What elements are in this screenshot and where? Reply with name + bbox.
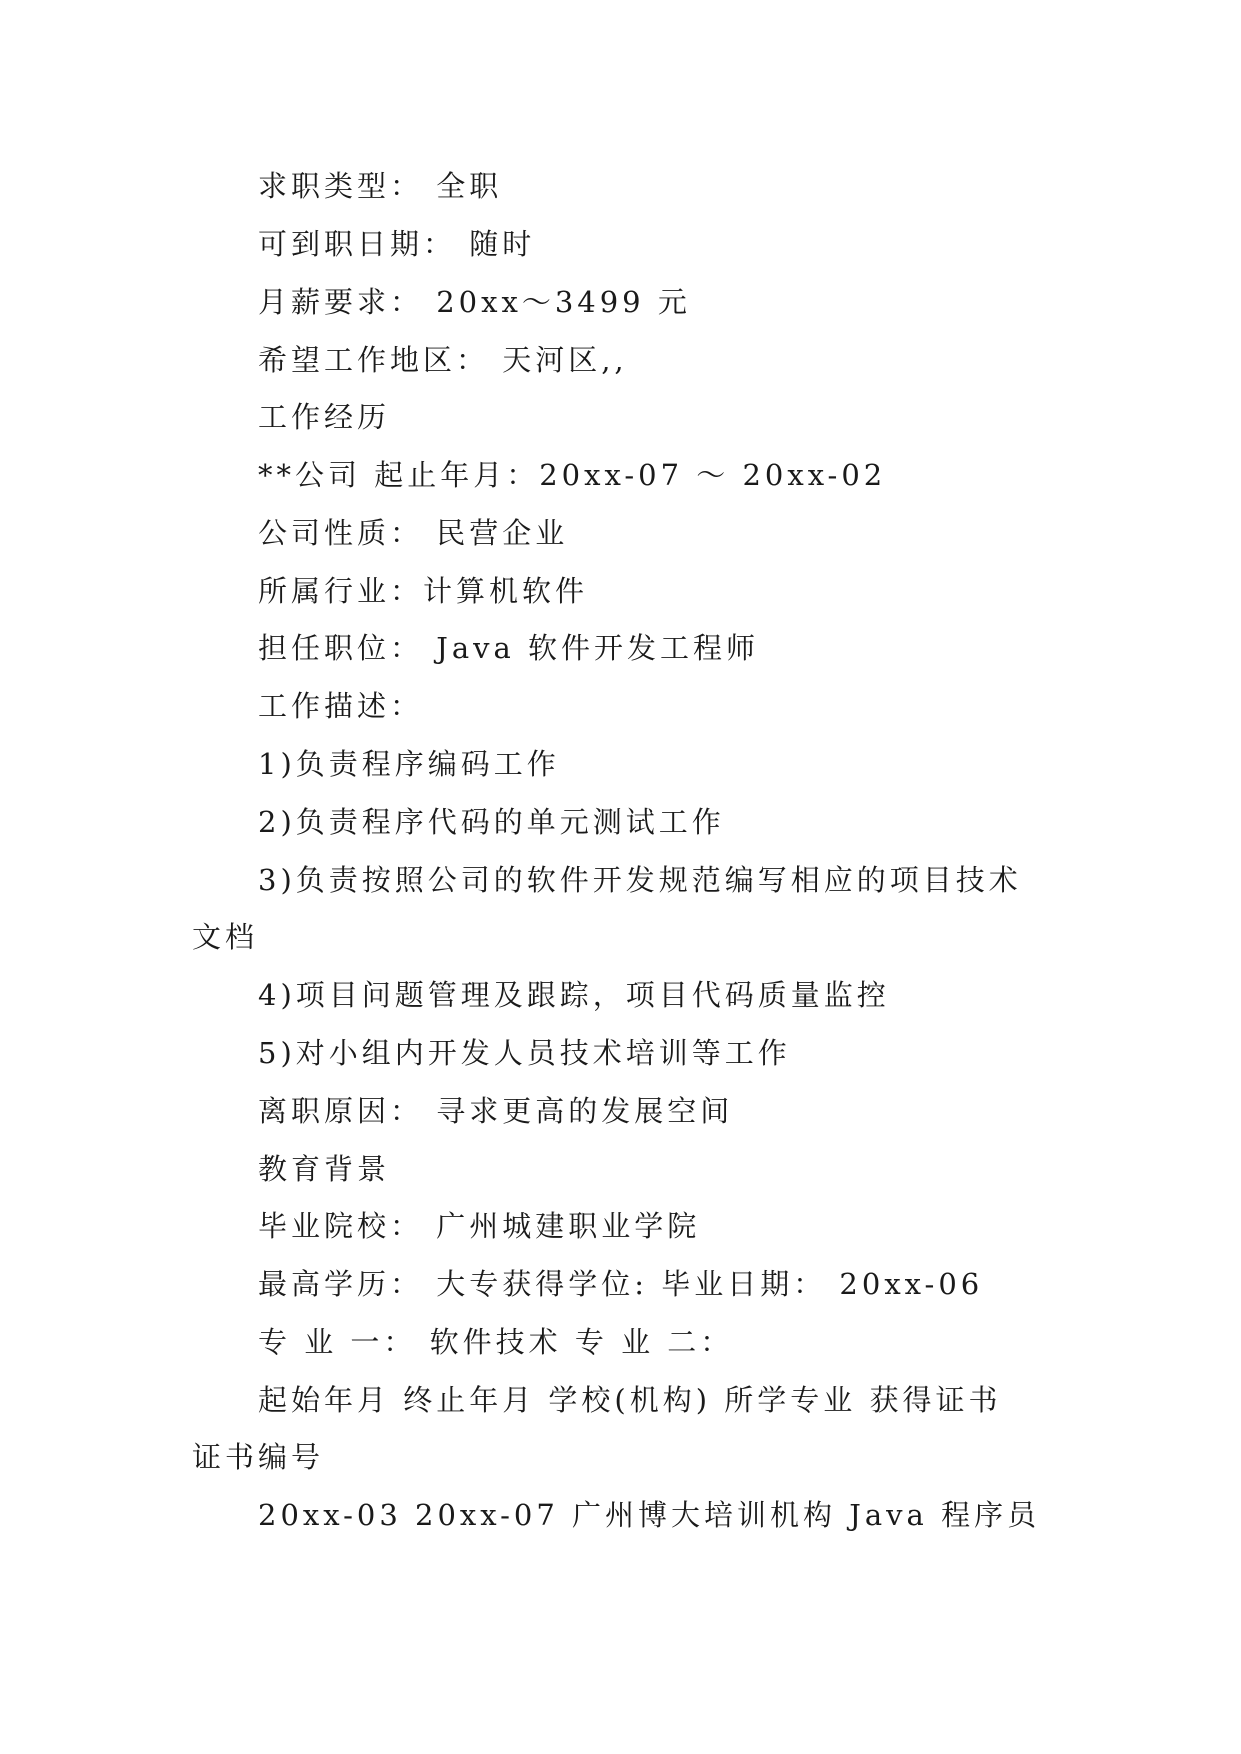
- duty-item-continuation: 文档: [192, 920, 259, 954]
- position-line: 担任职位： Java 软件开发工程师: [258, 631, 760, 665]
- duty-item: 5)对小组内开发人员技术培训等工作: [258, 1036, 791, 1070]
- section-heading-work: 工作经历: [258, 400, 391, 434]
- duty-item: 4)项目问题管理及跟踪，项目代码质量监控: [258, 978, 890, 1012]
- section-heading-education: 教育背景: [258, 1152, 391, 1186]
- major-line: 专 业 一： 软件技术 专 业 二：: [258, 1325, 734, 1359]
- company-nature-line: 公司性质： 民营企业: [258, 516, 569, 550]
- work-area-line: 希望工作地区： 天河区,,: [258, 343, 628, 377]
- duty-item: 3)负责按照公司的软件开发规范编写相应的项目技术: [258, 863, 1022, 897]
- training-row: 20xx-03 20xx-07 广州博大培训机构 Java 程序员: [258, 1498, 1041, 1532]
- training-header-line: 起始年月 终止年月 学校(机构) 所学专业 获得证书: [258, 1383, 1002, 1417]
- job-type-line: 求职类型： 全职: [258, 169, 503, 203]
- company-period-line: **公司 起止年月：20xx-07 ～ 20xx-02: [258, 458, 887, 492]
- school-line: 毕业院校： 广州城建职业学院: [258, 1209, 701, 1243]
- training-header-continuation: 证书编号: [192, 1440, 325, 1474]
- duty-item: 2)负责程序代码的单元测试工作: [258, 805, 725, 839]
- industry-line: 所属行业：计算机软件: [258, 574, 589, 608]
- job-description-label: 工作描述：: [258, 689, 424, 723]
- degree-line: 最高学历： 大专获得学位: 毕业日期： 20xx-06: [258, 1267, 984, 1301]
- leave-reason-line: 离职原因： 寻求更高的发展空间: [258, 1094, 734, 1128]
- duty-item: 1)负责程序编码工作: [258, 747, 560, 781]
- available-date-line: 可到职日期： 随时: [258, 227, 536, 261]
- salary-line: 月薪要求： 20xx～3499 元: [258, 285, 691, 319]
